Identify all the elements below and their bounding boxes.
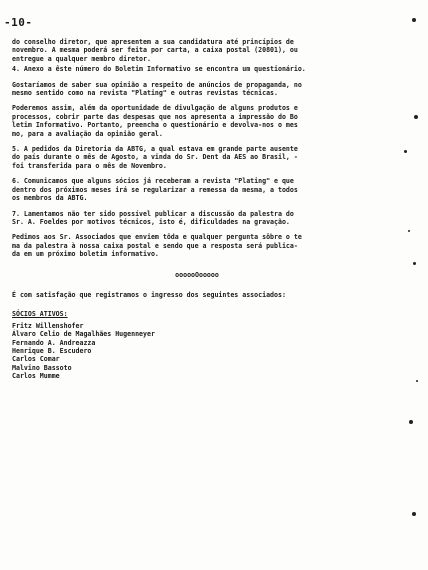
paragraph-item-6: 6. Comunicamos que alguns sócios já receberam a revista "Plating" e que dentro dos próximos meses irá se regularizar a remessa da mesma, a todos os membros da ABTG. [12,177,298,203]
scan-speck [416,380,418,382]
list-item: Álvaro Celio de Magalhães Hugenneyer [12,330,155,339]
paragraph-item-5: 5. A pedidos da Diretoria da ABTG, a qual estava em grande parte ausente do país durante o mês de Agosto, a vinda do Sr. Dent da AES ao Brasil, - foi transferida para o mês de Novembro. [12,145,298,170]
new-members-intro: É com satisfação que registramos o ingresso dos seguintes associados: [12,290,286,299]
paragraph-opiniao: Gostaríamos de saber sua opinião a respeito de anúncios de propaganda, no mesmo sentido como na revista "Plating" e outras revistas técnicas. [12,80,302,98]
scan-speck [412,18,416,22]
scan-speck [404,150,407,153]
scan-speck [413,262,416,265]
list-item: Carlos Mumme [12,372,60,381]
list-item: Fritz Willenshofer [12,321,84,330]
list-item: Carlos Comar [12,355,60,364]
scan-speck [412,512,416,516]
scan-speck [414,115,418,119]
list-item: Henrique B. Escudero [12,346,92,355]
scan-speck [408,230,410,232]
paragraph-candidatura: do conselho diretor, que apresentem a sua candidatura até princípios de novembro. A mesma poderá ser feita por carta, a caixa postal (20801), ou entregue a qualquer membro diretor. [12,38,298,63]
paragraph-item-4: 4. Anexo a êste número do Boletim Informativo se encontra um questionário. [12,65,306,74]
members-list [12,322,382,381]
members-heading: SÓCIOS ATIVOS: [12,310,68,319]
paragraph-questionario: Poderemos assim, além da oportunidade de divulgação de alguns produtos e processos, cobrir parte das despesas que nos apresenta a impressão do Bo letim Informativo. Portanto, preencha o questionário e devolva-nos o mes mo, para a avaliação da opinião geral. [12,104,298,138]
page-number: -10- [4,16,33,29]
section-separator: oooooOooooo [175,270,219,279]
document-body [12,38,382,381]
paragraph-perguntas: Pedimos aos Sr. Associados que enviem tôda e qualquer pergunta sôbre o te ma da palestra à nossa caixa postal e sendo que a resposta será publica- da em um próximo boletim informativo. [12,233,302,259]
paragraph-item-7: 7. Lamentamos não ter sido possível publicar a discussão da palestra do Sr. A. Foeldes por motivos técnicos, isto é, dificuldades na gravação. [12,209,294,226]
scan-speck [409,420,413,424]
list-item: Fernando A. Andreazza [12,338,96,347]
list-item: Malvino Bassoto [12,363,72,372]
